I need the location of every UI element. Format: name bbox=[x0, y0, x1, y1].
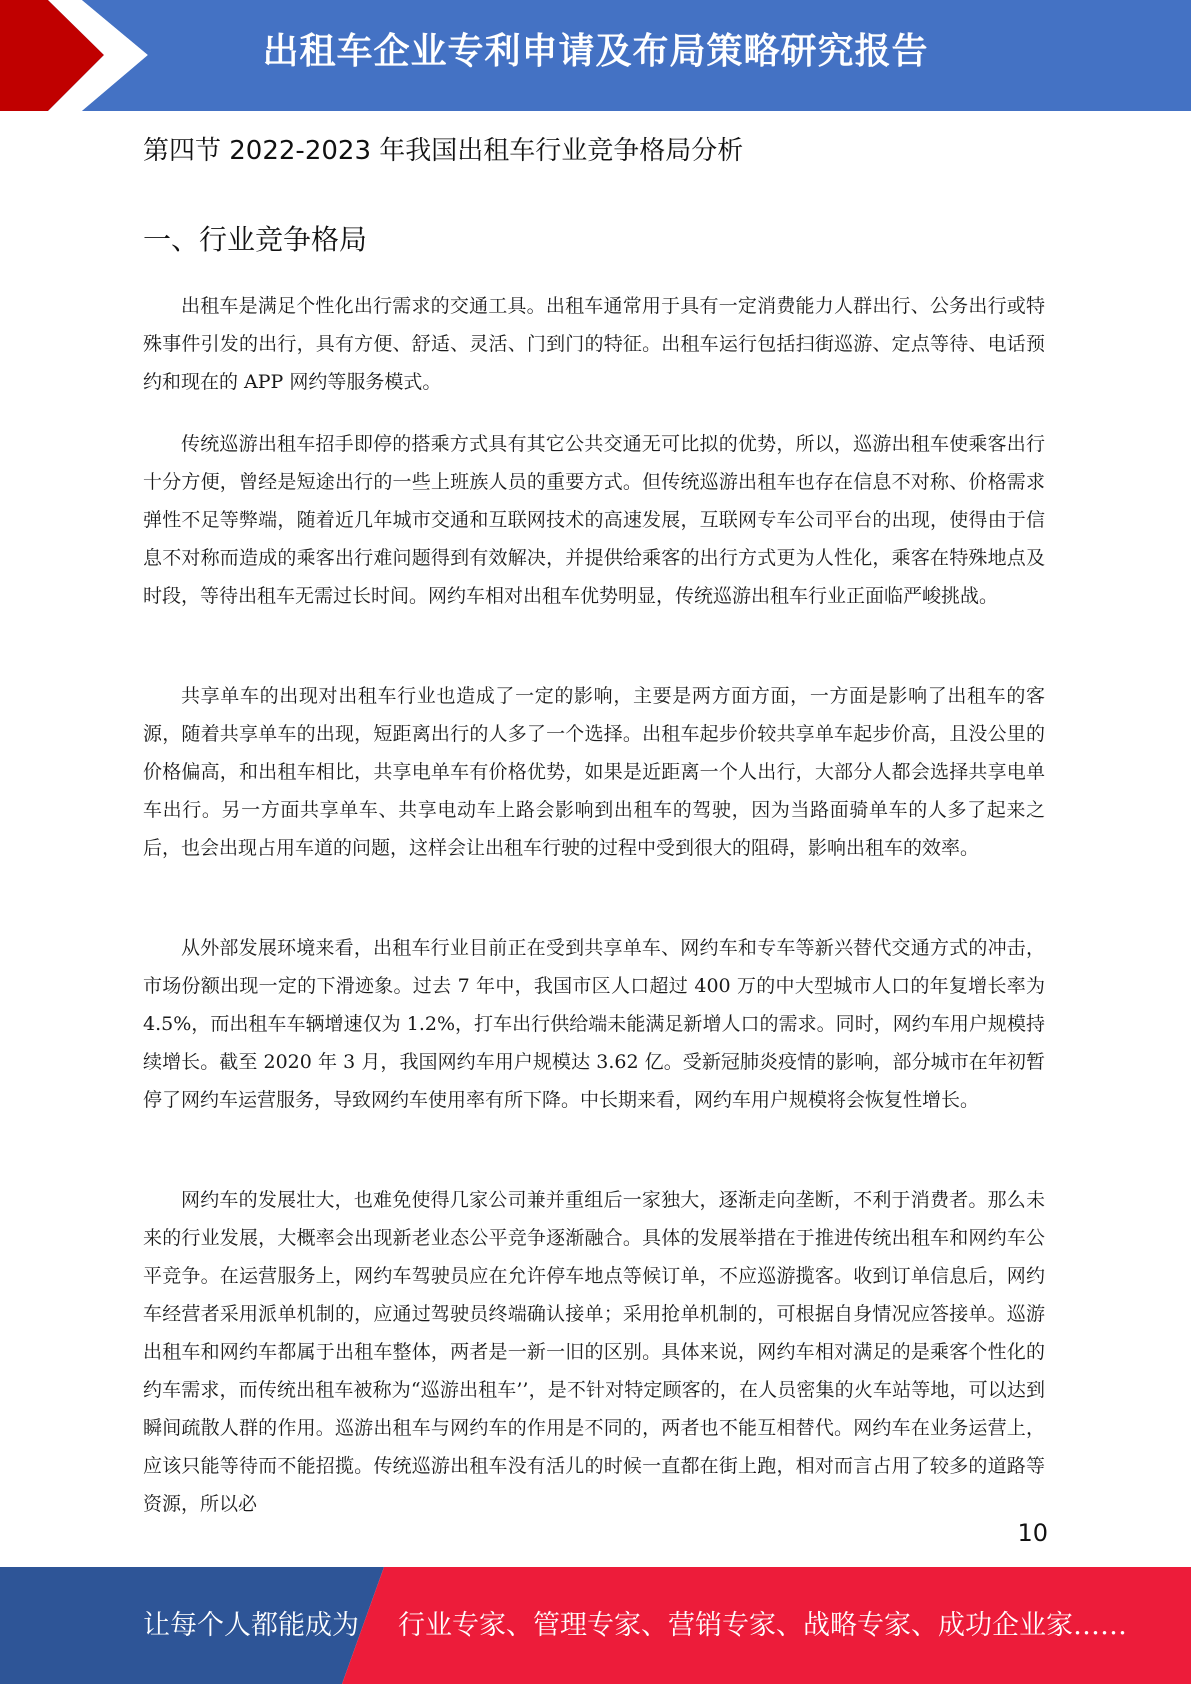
header-arrow-decoration bbox=[0, 0, 200, 111]
paragraph: 从外部发展环境来看，出租车行业目前正在受到共享单车、网约车和专车等新兴替代交通方式的冲击，市场份额出现一定的下滑迹象。过去 7 年中，我国市区人口超过 400 万的中大型城市人口的年复增长率为 4.5%，而出租车车辆增速仅为 1.2%，打车出行供给端未能满足新增人口的需求。同时，网约车用户规模持续增长。截至 2020 年 3 月，我国网约车用户规模达 3.62 亿。受新冠肺炎疫情的影响，部分城市在年初暂停了网约车运营服务，导致网约车使用率有所下降。中长期来看，网约车用户规模将会恢复性增长。 bbox=[143, 937, 1045, 1111]
page-header bbox=[0, 0, 1191, 111]
report-title: 出租车企业专利申请及布局策略研究报告 bbox=[262, 31, 929, 72]
page-number: 10 bbox=[1017, 1519, 1048, 1547]
paragraph: 传统巡游出租车招手即停的搭乘方式具有其它公共交通无可比拟的优势，所以，巡游出租车使乘客出行十分方便，曾经是短途出行的一些上班族人员的重要方式。但传统巡游出租车也存在信息不对称、价格需求弹性不足等弊端，随着近几年城市交通和互联网技术的高速发展，互联网专车公司平台的出现，使得由于信息不对称而造成的乘客出行难问题得到有效解决，并提供给乘客的出行方式更为人性化，乘客在特殊地点及时段，等待出租车无需过长时间。网约车相对出租车优势明显，传统巡游出租车行业正面临严峻挑战。 bbox=[143, 433, 1045, 607]
footer-slogan-right: 行业专家、管理专家、营销专家、战略专家、成功企业家…… bbox=[398, 1610, 1127, 1641]
sub-section-title: 一、行业竞争格局 bbox=[143, 223, 368, 256]
paragraph: 出租车是满足个性化出行需求的交通工具。出租车通常用于具有一定消费能力人群出行、公务出行或特殊事件引发的出行，具有方便、舒适、灵活、门到门的特征。出租车运行包括扫街巡游、定点等待、电话预约和现在的 APP 网约等服务模式。 bbox=[143, 295, 1045, 393]
footer-slogan-left: 让每个人都能成为 bbox=[143, 1610, 359, 1641]
paragraph: 共享单车的出现对出租车行业也造成了一定的影响，主要是两方面方面，一方面是影响了出租车的客源，随着共享单车的出现，短距离出行的人多了一个选择。出租车起步价较共享单车起步价高，且没公里的价格偏高，和出租车相比，共享电单车有价格优势，如果是近距离一个人出行，大部分人都会选择共享电单车出行。另一方面共享单车、共享电动车上路会影响到出租车的驾驶，因为当路面骑单车的人多了起来之后，也会出现占用车道的问题，这样会让出租车行驶的过程中受到很大的阻碍，影响出租车的效率。 bbox=[143, 685, 1045, 859]
section-title: 第四节 2022-2023 年我国出租车行业竞争格局分析 bbox=[143, 136, 744, 166]
paragraph: 网约车的发展壮大，也难免使得几家公司兼并重组后一家独大，逐渐走向垄断，不利于消费者。那么未来的行业发展，大概率会出现新老业态公平竞争逐渐融合。具体的发展举措在于推进传统出租车和网约车公平竞争。在运营服务上，网约车驾驶员应在允许停车地点等候订单，不应巡游揽客。收到订单信息后，网约车经营者采用派单机制的，应通过驾驶员终端确认接单；采用抢单机制的，可根据自身情况应答接单。巡游出租车和网约车都属于出租车整体，两者是一新一旧的区别。具体来说，网约车相对满足的是乘客个性化的约车需求，而传统出租车被称为“巡游出租车’’，是不针对特定顾客的，在人员密集的火车站等地，可以达到瞬间疏散人群的作用。巡游出租车与网约车的作用是不同的，两者也不能互相替代。网约车在业务运营上，应该只能等待而不能招揽。传统巡游出租车没有活儿的时候一直都在街上跑，相对而言占用了较多的道路等资源，所以必 bbox=[143, 1189, 1045, 1515]
page-footer bbox=[0, 1567, 1191, 1684]
